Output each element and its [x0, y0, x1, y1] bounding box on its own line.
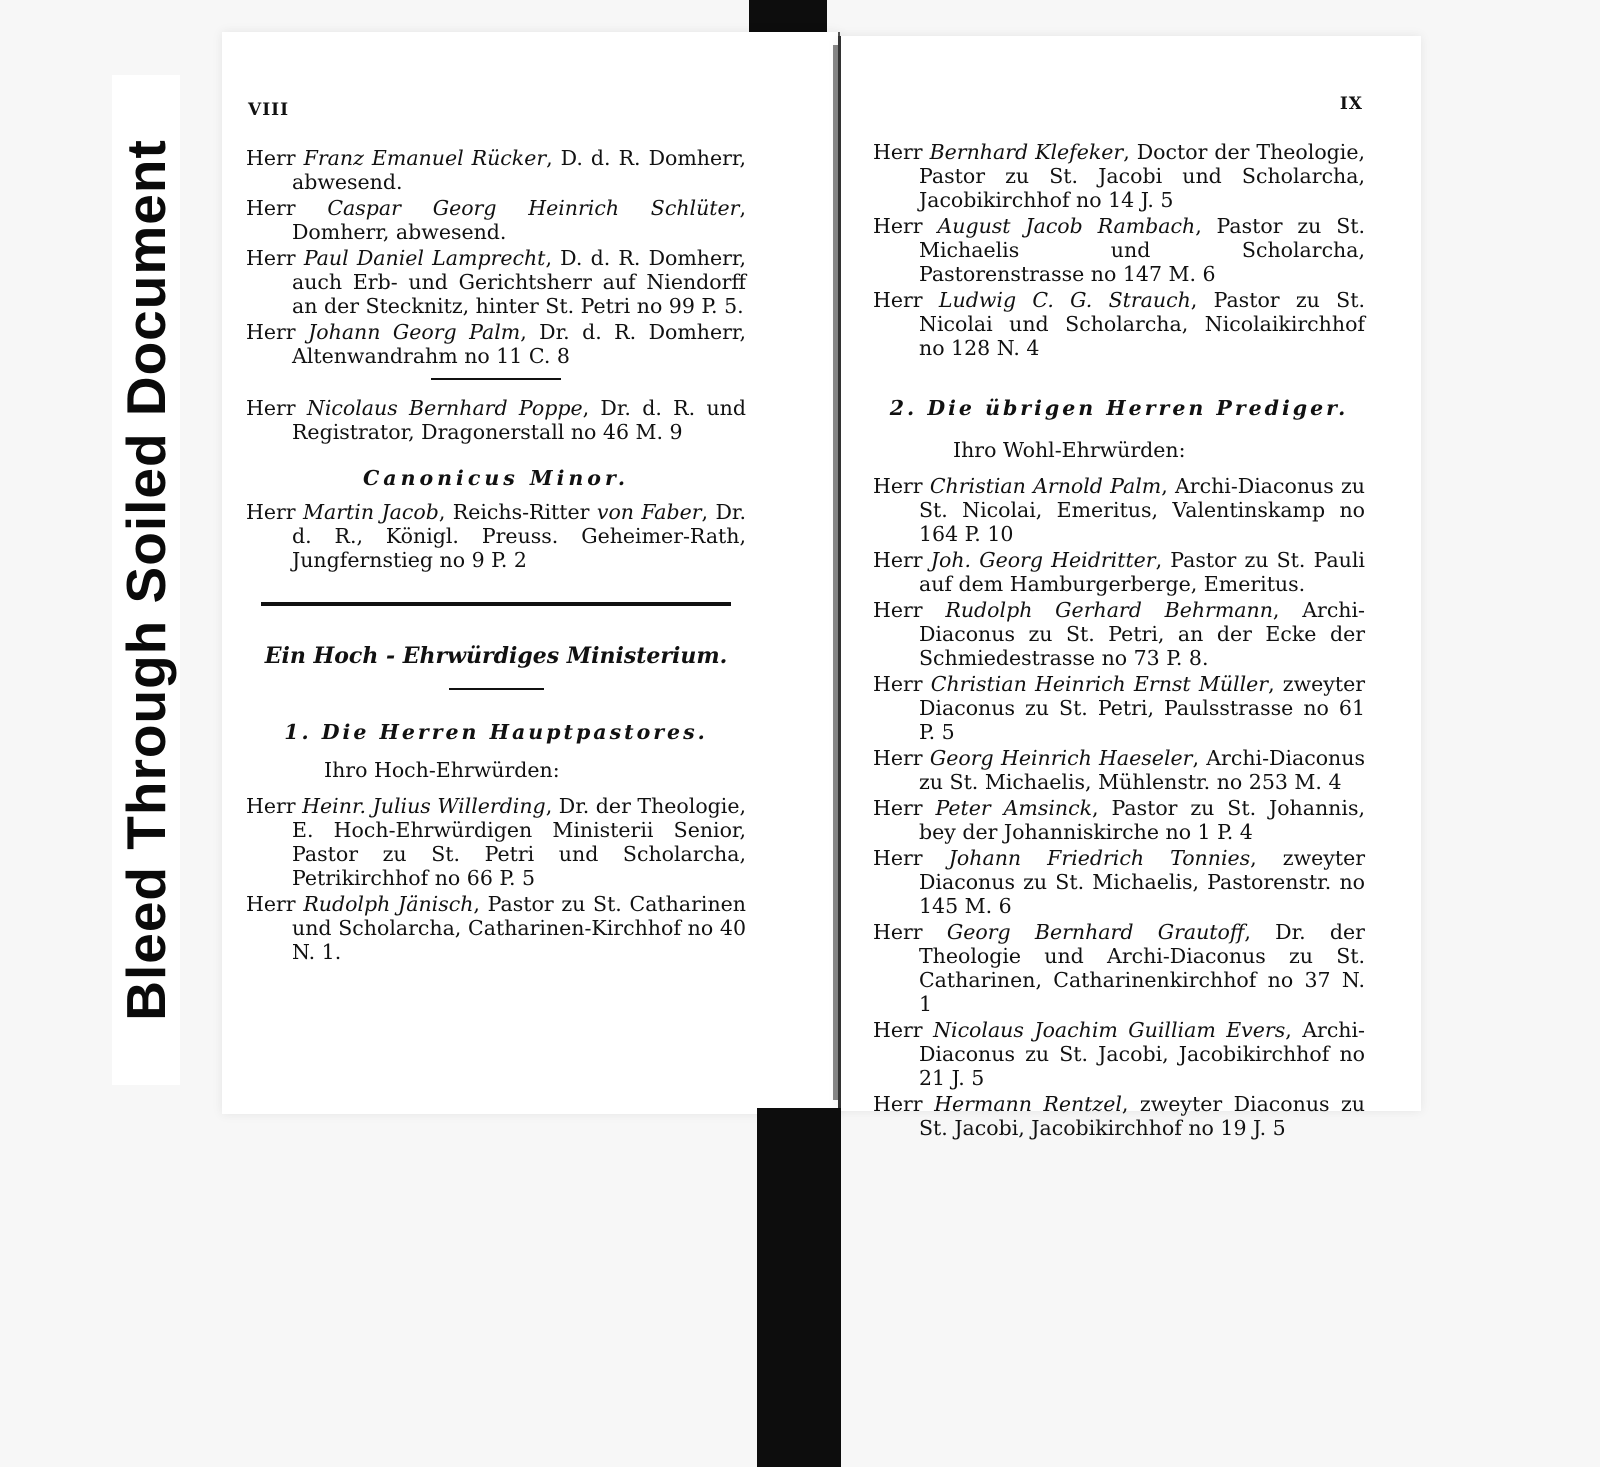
entry-evers: Herr Nicolaus Joachim Guilliam Evers, Archi-Diaconus zu St. Jacobi, Jacobikirchhof no 21 J. 5 — [873, 1018, 1365, 1090]
left-entries-top — [246, 146, 746, 966]
heavy-divider-rule — [261, 602, 731, 606]
entry-ruecker: Herr Franz Emanuel Rücker, D. d. R. Domherr, abwesend. — [246, 146, 746, 194]
entry-palm-johann: Herr Johann Georg Palm, Dr. d. R. Domherr, Altenwandrahm no 11 C. 8 — [246, 320, 746, 368]
canonicus-heading: Canonicus Minor. — [362, 466, 630, 490]
entry-poppe: Herr Nicolaus Bernhard Poppe, Dr. d. R. und Registrator, Dragonerstall no 46 M. 9 — [246, 396, 746, 444]
entry-behrmann: Herr Rudolph Gerhard Behrmann, Archi-Diaconus zu St. Petri, an der Ecke der Schmiedestrasse no 73 P. 8. — [873, 598, 1365, 670]
divider-rule — [431, 378, 561, 380]
left-page — [222, 32, 840, 1114]
section1-heading: 1. Die Herren Hauptpastores. — [284, 720, 708, 744]
right-page — [838, 36, 1421, 1140]
entry-heidritter: Herr Joh. Georg Heidritter, Pastor zu St. Pauli auf dem Hamburgerberge, Emeritus. — [873, 548, 1365, 596]
entry-strauch: Herr Ludwig C. G. Strauch, Pastor zu St. Nicolai und Scholarcha, Nicolaikirchhof no 128 N. 4 — [873, 288, 1365, 360]
side-label-text: Bleed Through Soiled Document — [115, 139, 177, 1021]
entry-klefeker: Herr Bernhard Klefeker, Doctor der Theologie, Pastor zu St. Jacobi und Scholarcha, Jacobikirchhof no 14 J. 5 — [873, 140, 1365, 212]
entry-rambach: Herr August Jacob Rambach, Pastor zu St. Michaelis und Scholarcha, Pastorenstrasse no 147 M. 6 — [873, 214, 1365, 286]
section2-subheading: Ihro Wohl-Ehrwürden: — [953, 438, 1186, 462]
section1-subheading: Ihro Hoch-Ehrwürden: — [324, 758, 560, 782]
side-label — [112, 75, 180, 1085]
entry-mueller: Herr Christian Heinrich Ernst Müller, zweyter Diaconus zu St. Petri, Paulsstrasse no 61 P. 5 — [873, 672, 1365, 744]
right-page-number: IX — [1339, 94, 1363, 114]
entry-tonnies: Herr Johann Friedrich Tonnies, zweyter Diaconus zu St. Michaelis, Pastorenstr. no 145 M. 6 — [873, 846, 1365, 918]
entry-amsinck: Herr Peter Amsinck, Pastor zu St. Johannis, bey der Johanniskirche no 1 P. 4 — [873, 796, 1365, 844]
entry-willerding: Herr Heinr. Julius Willerding, Dr. der Theologie, E. Hoch-Ehrwürdigen Ministerii Senior, Pastor zu St. Petri und Scholarcha, Petrikirchhof no 66 P. 5 — [246, 794, 746, 890]
entry-schlueter: Herr Caspar Georg Heinrich Schlüter, Domherr, abwesend. — [246, 196, 746, 244]
entry-rentzel: Herr Hermann Rentzel, zweyter Diaconus zu St. Jacobi, Jacobikirchhof no 19 J. 5 — [873, 1092, 1366, 1140]
entry-faber: Herr Martin Jacob, Reichs-Ritter von Faber, Dr. d. R., Königl. Preuss. Geheimer-Rath, Jungfernstieg no 9 P. 2 — [246, 500, 746, 572]
entry-grautoff: Herr Georg Bernhard Grautoff, Dr. der Theologie und Archi-Diaconus zu St. Catharinen, Catharinenkirchhof no 37 N. 1 — [873, 920, 1365, 1016]
binding-clip-bottom — [757, 1108, 841, 1467]
entry-haeseler: Herr Georg Heinrich Haeseler, Archi-Diaconus zu St. Michaelis, Mühlenstr. no 253 M. 4 — [873, 746, 1365, 794]
ministerium-heading: Ein Hoch - Ehrwürdiges Ministerium. — [264, 643, 728, 669]
section2-heading: 2. Die übrigen Herren Prediger. — [889, 396, 1349, 420]
entry-jaenisch: Herr Rudolph Jänisch, Pastor zu St. Catharinen und Scholarcha, Catharinen-Kirchhof no 40 N. 1. — [246, 892, 746, 964]
entry-lamprecht: Herr Paul Daniel Lamprecht, D. d. R. Domherr, auch Erb- und Gerichtsherr auf Niendorff an der Stecknitz, hinter St. Petri no 99 P. 5. — [246, 246, 746, 318]
entry-palm-christian: Herr Christian Arnold Palm, Archi-Diaconus zu St. Nicolai, Emeritus, Valentinskamp no 164 P. 10 — [873, 474, 1365, 546]
left-page-number: VIII — [248, 100, 290, 120]
right-entries — [873, 140, 1365, 1142]
short-divider-rule — [449, 688, 544, 690]
